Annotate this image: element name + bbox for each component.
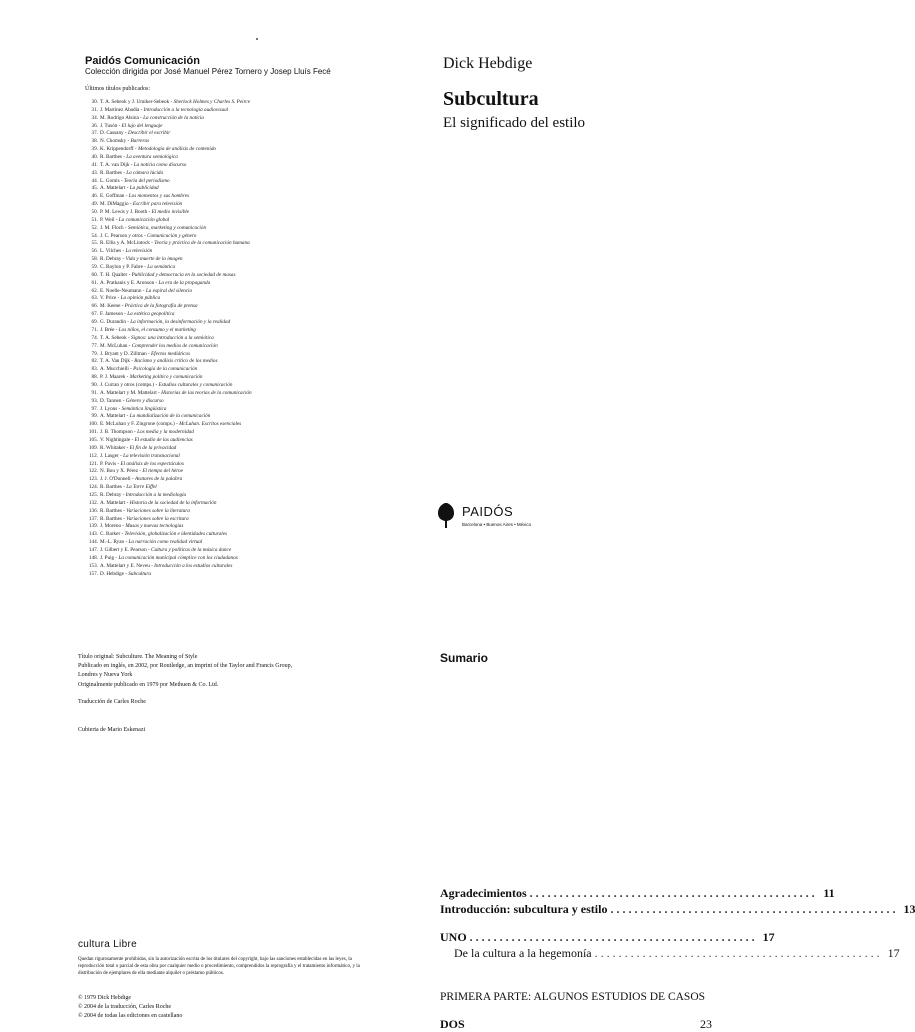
catalogue-title-author: T. A. Sebeok -: [100, 334, 130, 341]
toc-part-heading: PRIMERA PARTE: ALGUNOS ESTUDIOS DE CASOS: [440, 991, 706, 1003]
catalogue-title-work: La opinión pública: [120, 295, 161, 302]
catalogue-title-number: 38.: [91, 138, 98, 145]
catalogue-title-work: La cámara lúcida: [126, 169, 164, 176]
catalogue-title-author: M. Keene -: [100, 303, 124, 310]
catalogue-title-number: 112.: [89, 452, 98, 459]
catalogue-title-item: [85, 406, 415, 414]
catalogue-title-work: La construcción de la noticia: [143, 114, 204, 121]
catalogue-title-work: Teoría y práctica de la comunicación humana: [154, 240, 250, 247]
catalogue-title-item: [85, 256, 415, 264]
catalogue-title-author: A. Mattelart -: [100, 413, 129, 420]
catalogue-title-number: 132.: [88, 499, 98, 506]
book-title: Subcultura: [443, 88, 539, 110]
catalogue-title-item: [85, 311, 415, 319]
catalogue-title-work: El medio invisible: [151, 209, 190, 216]
catalogue-title-number: 82.: [91, 358, 98, 365]
catalogue-title-item: [85, 500, 415, 508]
catalogue-title-work: Psicología de la comunicación: [133, 366, 198, 373]
toc-entry-label: Agradecimientos: [440, 886, 527, 900]
catalogue-title-author: D. Tannen -: [100, 397, 125, 404]
publication-place: Londres y Nueva York: [78, 672, 133, 678]
catalogue-title-number: 144.: [88, 539, 98, 546]
catalogue-title-author: T. H. Qualter -: [100, 271, 131, 278]
catalogue-title-number: 66.: [91, 303, 98, 310]
catalogue-title-number: 157.: [88, 570, 98, 577]
toc-leader: ................................................: [469, 930, 758, 944]
catalogue-title-item: [85, 130, 415, 138]
catalogue-title-author: T. A. Sebeok y J. Umiker-Sebeok -: [100, 99, 173, 105]
catalogue-title-work: Signos: una introducción a la semiótica: [131, 334, 214, 341]
catalogue-title-work: Historia de la sociedad de la información: [129, 499, 217, 506]
catalogue-title-work: Efectos mediáticos: [151, 350, 191, 357]
catalogue-title-author: M.-L. Ryan -: [100, 539, 128, 546]
catalogue-title-author: M. Rodrigo Alsina -: [100, 114, 142, 121]
series-title: Paidós Comunicación: [85, 55, 200, 67]
catalogue-title-item: [85, 429, 415, 437]
toc-entry: [440, 930, 775, 945]
toc-next-section: DOS: [440, 1017, 465, 1031]
catalogue-title-work: Subcultura: [128, 570, 152, 577]
catalogue-title-work: Musas y nuevas tecnologías: [125, 523, 184, 530]
catalogue-title-number: 58.: [91, 256, 98, 263]
catalogue-title-item: [85, 437, 415, 445]
catalogue-title-number: 137.: [88, 515, 98, 522]
toc-entry-page: 17: [762, 930, 775, 944]
catalogue-title-item: [85, 193, 415, 201]
catalogue-title-number: 148.: [88, 554, 98, 561]
catalogue-title-work: Semántica lingüística: [121, 405, 167, 412]
catalogue-title-item: [85, 319, 415, 327]
catalogue-title-number: 30.: [91, 99, 98, 105]
catalogue-title-item: [85, 398, 415, 406]
original-publication: Originalmente publicado en 1979 por Methuen & Co. Ltd.: [78, 682, 219, 688]
catalogue-title-author: V. Price -: [100, 295, 120, 302]
catalogue-title-author: J. M. Floch -: [100, 224, 127, 231]
catalogue-title-author: A. Mattelart y M. Mattelart -: [100, 389, 160, 396]
catalogue-title-work: Comunicación y género: [146, 232, 197, 239]
catalogue-title-item: [85, 516, 415, 524]
catalogue-title-item: [85, 492, 415, 500]
catalogue-title-author: A. Mattelart -: [100, 499, 129, 506]
catalogue-title-work: La Torre Eiffel: [126, 484, 157, 491]
catalogue-title-item: [85, 468, 415, 476]
catalogue-title-author: R. Barthes -: [100, 169, 125, 176]
catalogue-title-work: McLuhan. Escritos esenciales: [179, 421, 242, 428]
catalogue-title-item: [85, 248, 415, 256]
catalogue-title-item: [85, 453, 415, 461]
catalogue-title-item: [85, 484, 415, 492]
catalogue-title-number: 105.: [88, 436, 98, 443]
catalogue-title-number: 59.: [91, 264, 98, 271]
catalogue-title-number: 51.: [91, 216, 98, 223]
catalogue-title-item: [85, 461, 415, 469]
catalogue-title-item: [85, 107, 415, 115]
publisher-cities: Barcelona • Buenos Aires • México: [462, 522, 532, 527]
catalogue-title-item: [85, 327, 415, 335]
catalogue-title-author: A. Mattelart -: [100, 185, 129, 192]
catalogue-title-author: D. Cassany -: [100, 130, 127, 137]
catalogue-title-author: P. M. Lewis y J. Booth -: [100, 209, 151, 216]
catalogue-title-number: 123.: [88, 476, 98, 483]
translator-credit: Traducción de Carles Roche: [78, 699, 146, 705]
copyright-editions: © 2004 de todas las ediciones en castellano: [78, 1013, 183, 1019]
catalogue-title-number: 121.: [88, 460, 98, 467]
series-editors: Colección dirigida por José Manuel Pérez Tornero y Josep Lluís Fecé: [85, 67, 331, 76]
catalogue-title-work: El fin de la privacidad: [129, 444, 177, 451]
catalogue-title-item: [85, 209, 415, 217]
catalogue-title-work: Variaciones sobre la escritura: [126, 515, 189, 522]
catalogue-title-item: [85, 390, 415, 398]
catalogue-title-number: 34.: [91, 114, 98, 121]
catalogue-title-number: 54.: [91, 232, 98, 239]
catalogue-title-item: [85, 178, 415, 186]
toc-entry-label: Introducción: subcultura y estilo: [440, 902, 608, 916]
catalogue-title-author: L. Vilches -: [100, 248, 125, 255]
catalogue-title-number: 43.: [91, 169, 98, 176]
catalogue-title-author: A. Pratkanis y E. Aronson -: [100, 279, 158, 286]
catalogue-title-number: 62.: [91, 287, 98, 294]
copyright-author: © 1979 Dick Hebdige: [78, 995, 132, 1001]
catalogue-title-author: R. Debray -: [100, 491, 125, 498]
latest-titles-label: Últimos títulos publicados:: [85, 86, 151, 92]
catalogue-title-item: [85, 170, 415, 178]
catalogue-title-item: [85, 146, 415, 154]
catalogue-title-number: 45.: [91, 185, 98, 192]
catalogue-title-number: 143.: [88, 531, 98, 538]
book-author: Dick Hebdige: [443, 55, 533, 72]
original-title: Título original: Subculture. The Meaning of Style: [78, 654, 198, 660]
catalogue-title-author: J. Martínez Abadía -: [100, 106, 143, 113]
catalogue-title-author: J. Gilbert y E. Pearson -: [100, 546, 150, 553]
catalogue-title-item: [85, 264, 415, 272]
catalogue-title-work: Práctica de la fotografía de prensa: [124, 303, 198, 310]
catalogue-title-author: E. McLuhan y F. Zingrone (comps.) -: [100, 421, 178, 428]
catalogue-title-item: [85, 366, 415, 374]
catalogue-title-author: J. J. O'Donnell -: [100, 476, 134, 483]
catalogue-title-work: Racismo y análisis crítico de los medios: [134, 358, 218, 365]
catalogue-title-work: Teoría del periodismo: [123, 177, 170, 184]
catalogue-title-work: Comprender los medios de comunicación: [131, 342, 218, 349]
cover-credit: Cubierta de Mario Eskenazi: [78, 727, 146, 733]
catalogue-title-work: La era de la propaganda: [158, 279, 211, 286]
catalogue-title-work: La aventura semiológica: [126, 154, 178, 161]
catalogue-title-item: [85, 123, 415, 131]
catalogue-title-author: R. Barthes -: [100, 515, 125, 522]
catalogue-title-author: L. Gomis -: [100, 177, 123, 184]
catalogue-title-item: [85, 531, 415, 539]
catalogue-title-number: 91.: [91, 389, 98, 396]
catalogue-title-work: Sherlock Holmes y Charles S. Peirce: [173, 99, 251, 105]
catalogue-title-work: Escribir para televisión: [132, 201, 183, 208]
catalogue-title-number: 122.: [88, 468, 98, 475]
catalogue-title-work: El lujo del lenguaje: [121, 122, 163, 129]
catalogue-title-work: La narración como realidad virtual: [128, 539, 203, 546]
catalogue-title-number: 100.: [88, 421, 98, 428]
catalogue-title-number: 125.: [88, 491, 98, 498]
catalogue-title-work: La espiral del silencio: [145, 287, 193, 294]
catalogue-title-author: R. Debray -: [100, 256, 125, 263]
catalogue-title-author: E. Goffman -: [100, 193, 128, 200]
catalogue-title-item: [85, 303, 415, 311]
catalogue-title-author: R. Ellis y A. McLintock -: [100, 240, 153, 247]
catalogue-title-number: 36.: [91, 122, 98, 129]
catalogue-title-author: R. Barthes -: [100, 484, 125, 491]
catalogue-title-number: 99.: [91, 413, 98, 420]
catalogue-title-number: 124.: [88, 484, 98, 491]
catalogue-title-number: 147.: [88, 546, 98, 553]
toc-leader: ................................................: [610, 902, 899, 916]
catalogue-title-item: [85, 233, 415, 241]
catalogue-title-number: 69.: [91, 319, 98, 326]
catalogue-title-author: C. Barker -: [100, 531, 124, 538]
catalogue-title-author: M. DiMaggio -: [100, 201, 132, 208]
catalogue-title-author: J. Lyons -: [100, 405, 121, 412]
catalogue-title-number: 67.: [91, 311, 98, 318]
catalogue-title-item: [85, 225, 415, 233]
catalogue-title-number: 88.: [91, 374, 98, 381]
catalogue-title-author: P. J. Maarek -: [100, 374, 129, 381]
catalogue-title-item: [85, 154, 415, 162]
catalogue-title-work: Publicidad y democracia en la sociedad de masas: [131, 271, 236, 278]
catalogue-title-number: 71.: [91, 326, 98, 333]
catalogue-title-item: [85, 374, 415, 382]
catalogue-title-item: [85, 138, 415, 146]
catalogue-title-item: [85, 272, 415, 280]
catalogue-title-work: La televisión transnacional: [123, 452, 180, 459]
catalogue-title-item: [85, 555, 415, 563]
catalogue-title-number: 83.: [91, 366, 98, 373]
toc-next-page: 23: [700, 1017, 712, 1031]
catalogue-title-work: Avatares de la palabra: [134, 476, 183, 483]
catalogue-title-work: La mundialización de la comunicación: [129, 413, 211, 420]
catalogue-title-item: [85, 358, 415, 366]
catalogue-title-number: 39.: [91, 146, 98, 153]
scan-speck: [256, 38, 258, 40]
titles-list: [85, 99, 415, 578]
copyright-translation: © 2004 de la traducción, Carles Roche: [78, 1004, 172, 1010]
catalogue-title-author: M. McLuhan -: [100, 342, 131, 349]
catalogue-title-author: J. Tusón -: [100, 122, 121, 129]
catalogue-title-item: [85, 115, 415, 123]
contents-heading: Sumario: [440, 651, 489, 665]
catalogue-title-author: E. Noelle-Neumann -: [100, 287, 145, 294]
catalogue-title-work: El estudio de las audiencias: [134, 436, 193, 443]
toc-entry: [440, 886, 835, 901]
catalogue-title-number: 49.: [91, 201, 98, 208]
catalogue-title-work: Vida y muerte de la imagen: [125, 256, 183, 263]
cultura-libre-label: cultura Libre: [78, 939, 137, 950]
catalogue-title-item: [85, 571, 415, 579]
catalogue-title-number: 31.: [91, 106, 98, 113]
catalogue-title-number: 37.: [91, 130, 98, 137]
catalogue-title-item: [85, 217, 415, 225]
catalogue-title-work: Género y discurso: [125, 397, 164, 404]
catalogue-title-author: N. Chomsky -: [100, 138, 130, 145]
toc-entry: [440, 946, 900, 961]
catalogue-title-work: Semiótica, marketing y comunicación: [127, 224, 207, 231]
catalogue-title-work: Introducción a los estudios culturales: [154, 562, 233, 569]
catalogue-title-item: [85, 476, 415, 484]
catalogue-title-item: [85, 343, 415, 351]
toc-entry-label: De la cultura a la hegemonía: [454, 946, 592, 960]
catalogue-title-work: Marketing político y comunicación: [129, 374, 203, 381]
catalogue-title-number: 74.: [91, 334, 98, 341]
catalogue-title-item: [85, 563, 415, 571]
catalogue-title-author: C. Baylon y P. Fabre -: [100, 264, 146, 271]
catalogue-title-number: 60.: [91, 271, 98, 278]
toc-entry-page: 17: [887, 946, 900, 960]
catalogue-title-work: Los media y la modernidad: [137, 429, 194, 436]
catalogue-title-number: 79.: [91, 350, 98, 357]
catalogue-title-work: Describir el escribir: [127, 130, 171, 137]
catalogue-title-number: 153.: [88, 562, 98, 569]
catalogue-title-work: La comunicación municipal cómplice con los ciudadanos: [118, 554, 238, 561]
catalogue-title-number: 44.: [91, 177, 98, 184]
catalogue-title-number: 56.: [91, 248, 98, 255]
catalogue-title-number: 61.: [91, 279, 98, 286]
catalogue-title-author: J. B. Thompson -: [100, 429, 136, 436]
catalogue-title-work: El análisis de los espectáculos: [120, 460, 184, 467]
catalogue-title-work: Los niños, el consumo y el marketing: [118, 326, 196, 333]
catalogue-title-item: [85, 382, 415, 390]
catalogue-title-item: [85, 523, 415, 531]
legal-notice: Quedan rigurosamente prohibidas, sin la autorización escrita de los titulares del copyright, bajo las sanciones establecidas en las leyes, la reproducción total o parcial de esta obra por cualquier medio o procedimiento, comprendidos la reprografía y el tratamiento informático, y la distribución de ejemplares de ella mediante alquiler o préstamo públicos.: [78, 957, 360, 976]
catalogue-title-number: 52.: [91, 224, 98, 231]
toc-leader: ................................................: [594, 946, 883, 960]
catalogue-title-author: A. Mattelart y E. Neveu -: [100, 562, 153, 569]
catalogue-title-item: [85, 162, 415, 170]
catalogue-title-work: La estética geopolítica: [127, 311, 175, 318]
book-subtitle: El significado del estilo: [443, 115, 586, 131]
catalogue-title-author: J. Brée -: [100, 326, 118, 333]
catalogue-title-author: R. Whitaker -: [100, 444, 129, 451]
catalogue-title-author: G. Durandin -: [100, 319, 129, 326]
catalogue-title-number: 63.: [91, 295, 98, 302]
catalogue-title-item: [85, 351, 415, 359]
catalogue-title-author: R. Barthes -: [100, 507, 125, 514]
catalogue-title-work: La televisión: [125, 248, 153, 255]
catalogue-title-number: 109.: [88, 444, 98, 451]
toc-leader: ................................................: [529, 886, 818, 900]
catalogue-title-number: 136.: [88, 507, 98, 514]
toc-entry-label: UNO: [440, 930, 467, 944]
catalogue-title-item: [85, 99, 415, 107]
catalogue-title-work: La noticia como discurso: [133, 161, 187, 168]
catalogue-title-author: F. Jameson -: [100, 311, 126, 318]
catalogue-title-number: 77.: [91, 342, 98, 349]
toc-entry-page: 13: [903, 902, 915, 916]
catalogue-title-author: P. Pavis -: [100, 460, 120, 467]
catalogue-title-author: V. Nightingale -: [100, 436, 134, 443]
catalogue-title-work: Variaciones sobre la literatura: [126, 507, 190, 514]
catalogue-title-number: 40.: [91, 154, 98, 161]
catalogue-title-number: 55.: [91, 240, 98, 247]
catalogue-title-work: Introducción a la mediología: [125, 491, 187, 498]
catalogue-title-item: [85, 445, 415, 453]
catalogue-title-work: El tiempo del héroe: [142, 468, 183, 475]
catalogue-title-item: [85, 539, 415, 547]
toc-entry: [440, 902, 915, 917]
catalogue-title-item: [85, 288, 415, 296]
catalogue-title-author: T. A. Van Dijk -: [100, 358, 133, 365]
catalogue-title-work: Televisión, globalización e identidades culturales: [124, 531, 228, 538]
catalogue-title-author: J. Lasger -: [100, 452, 122, 459]
catalogue-title-work: Metodología de análisis de contenido: [137, 146, 217, 153]
catalogue-title-work: Cultura y políticas de la música dance: [151, 546, 232, 553]
catalogue-title-work: Historias de las teorías de la comunicación: [161, 389, 252, 396]
catalogue-title-work: La comunicación global: [118, 216, 170, 223]
catalogue-title-item: [85, 547, 415, 555]
publication-note: Publicado en inglés, en 2002, por Routledge, an imprint of the Taylor and Francis Group,: [78, 663, 293, 669]
catalogue-title-number: 93.: [91, 397, 98, 404]
catalogue-title-author: J. C. Pearson y otros -: [100, 232, 146, 239]
catalogue-title-work: Barreras: [130, 138, 150, 145]
catalogue-title-work: La publicidad: [129, 185, 159, 192]
catalogue-title-work: Los momentos y sus hombres: [128, 193, 190, 200]
catalogue-title-item: [85, 508, 415, 516]
catalogue-title-item: [85, 201, 415, 209]
toc-entry-page: 11: [823, 886, 835, 900]
catalogue-title-number: 101.: [88, 429, 98, 436]
catalogue-title-number: 139.: [88, 523, 98, 530]
catalogue-title-item: [85, 240, 415, 248]
publisher-name: PAIDÓS: [462, 504, 514, 519]
catalogue-title-number: 97.: [91, 405, 98, 412]
catalogue-title-author: R. Barthes -: [100, 154, 125, 161]
catalogue-title-item: [85, 280, 415, 288]
catalogue-title-author: T. A. van Dijk -: [100, 161, 133, 168]
catalogue-title-author: J. Bryant y D. Zillman -: [100, 350, 150, 357]
catalogue-title-author: J. Curran y otros (comps.) -: [100, 381, 158, 388]
catalogue-title-author: A. Mucchielli -: [100, 366, 132, 373]
paidos-logo-icon: [437, 502, 455, 528]
catalogue-title-author: J. Puig -: [100, 554, 118, 561]
catalogue-title-author: J. Moreno -: [100, 523, 125, 530]
catalogue-title-number: 50.: [91, 209, 98, 216]
catalogue-title-number: 41.: [91, 161, 98, 168]
catalogue-title-item: [85, 421, 415, 429]
catalogue-title-work: La semántica: [147, 264, 176, 271]
catalogue-title-number: 90.: [91, 381, 98, 388]
catalogue-title-item: [85, 335, 415, 343]
catalogue-title-work: La información, la desinformación y la realidad: [130, 319, 231, 326]
catalogue-title-author: N. Bou y X. Pérez -: [100, 468, 142, 475]
catalogue-title-author: D. Hebdige -: [100, 570, 127, 577]
catalogue-title-work: Introducción a la tecnología audiovisual: [143, 106, 229, 113]
catalogue-title-work: Estudios culturales y comunicación: [158, 381, 233, 388]
catalogue-title-author: K. Krippendorff -: [100, 146, 137, 153]
catalogue-title-author: P. Weil -: [100, 216, 118, 223]
catalogue-title-number: 46.: [91, 193, 98, 200]
